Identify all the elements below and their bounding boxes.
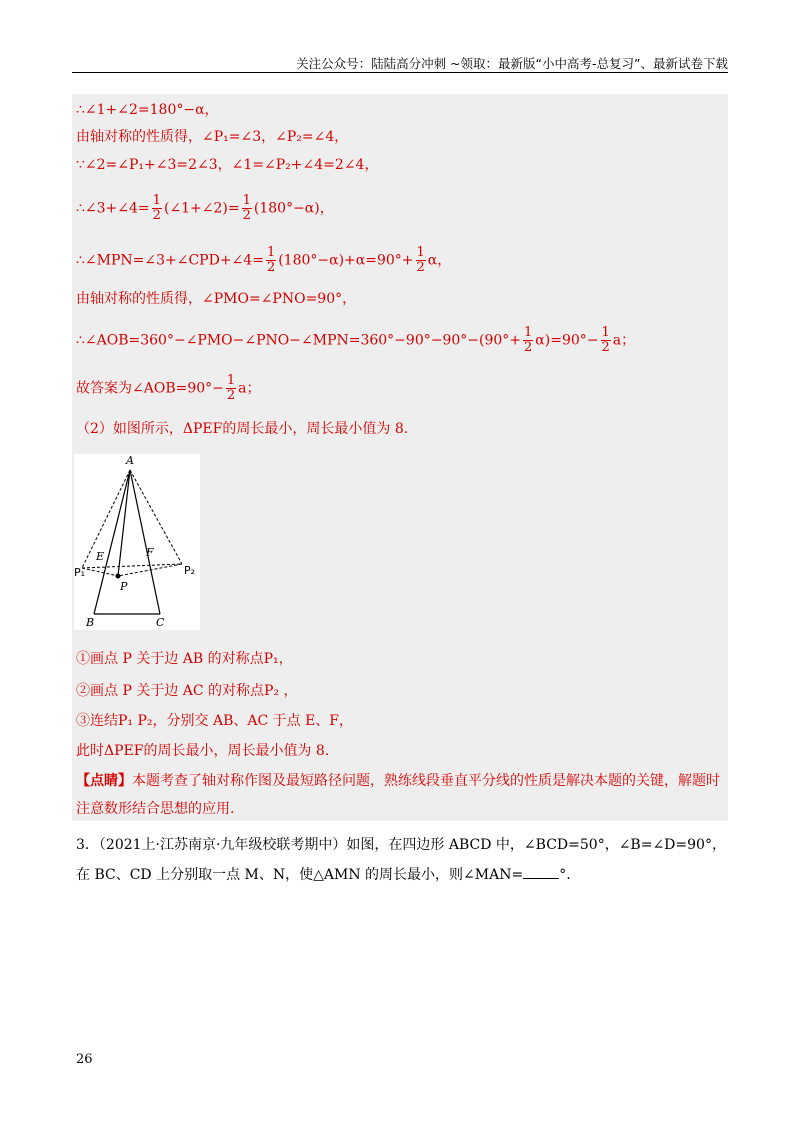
frac-num: 1 bbox=[242, 193, 251, 208]
label-e: E bbox=[96, 550, 105, 563]
solution-line-4 bbox=[76, 194, 334, 223]
label-f: F bbox=[146, 546, 154, 559]
fraction-half bbox=[242, 194, 252, 223]
segment-ap2 bbox=[130, 470, 182, 564]
comment-line-1 bbox=[76, 772, 720, 790]
label-p: P bbox=[120, 580, 128, 593]
triangle-figure bbox=[74, 454, 200, 630]
fraction-half bbox=[523, 326, 533, 355]
fraction-half bbox=[266, 246, 276, 275]
frac-den: 2 bbox=[152, 208, 161, 223]
l7-post: a； bbox=[612, 332, 636, 349]
l5-post: α， bbox=[427, 252, 452, 269]
comment-tag: 【点睛】 bbox=[76, 773, 132, 789]
solution-line-8 bbox=[76, 374, 261, 403]
step-1: ①画点 P 关于边 AB 的对称点P₁， bbox=[76, 651, 293, 667]
comment-body: 本题考查了轴对称作图及最短路径问题，熟练线段垂直平分线的性质是解决本题的关键，解题时 bbox=[132, 773, 720, 789]
frac-num: 1 bbox=[416, 245, 425, 260]
label-b: B bbox=[86, 616, 95, 629]
frac-num: 1 bbox=[152, 193, 161, 208]
frac-den: 2 bbox=[416, 260, 425, 275]
page-header: 关注公众号：陆陆高分冲刺 ~领取：最新版“小中高考-总复习”、最新试卷下载 bbox=[296, 56, 728, 71]
solution-line-6: 由轴对称的性质得，∠PMO=∠PNO=90°， bbox=[76, 291, 357, 307]
l8-post: a； bbox=[238, 380, 261, 397]
l7-pre: ∴∠AOB=360°−∠PMO−∠PNO−∠MPN=360°−90°−90°−(90°+ bbox=[76, 332, 522, 349]
label-a: A bbox=[126, 454, 134, 467]
step-3: ③连结P₁ P₂，分别交 AB、AC 于点 E、F， bbox=[76, 713, 354, 729]
frac-num: 1 bbox=[266, 245, 276, 260]
fraction-half bbox=[226, 374, 236, 403]
solution-line-2: 由轴对称的性质得，∠P₁=∠3，∠P₂=∠4， bbox=[76, 129, 349, 145]
label-p1: P₁ bbox=[74, 566, 86, 579]
solution-line-9: （2）如图所示，ΔPEF的周长最小，周长最小值为 8. bbox=[76, 421, 409, 437]
step-2: ②画点 P 关于边 AC 的对称点P₂ ， bbox=[76, 683, 298, 699]
frac-den: 2 bbox=[601, 340, 610, 355]
triangle-diagram bbox=[74, 454, 200, 630]
fraction-half bbox=[601, 326, 611, 355]
l4-mid: (∠1+∠2)= bbox=[163, 200, 240, 217]
frac-num: 1 bbox=[226, 373, 236, 388]
q3-suffix: °. bbox=[559, 867, 571, 883]
segment-ap bbox=[118, 470, 130, 576]
l5-pre: ∴∠MPN=∠3+∠CPD+∠4= bbox=[76, 252, 264, 269]
solution-line-3: ∵∠2=∠P₁+∠3=2∠3，∠1=∠P₂+∠4=2∠4， bbox=[76, 157, 379, 173]
l4-post: (180°−α)， bbox=[253, 200, 334, 217]
label-p2: P₂ bbox=[184, 564, 196, 577]
header-divider bbox=[72, 72, 728, 73]
question-3-line-2 bbox=[76, 864, 571, 884]
edge-ac bbox=[130, 470, 160, 614]
point-p bbox=[116, 574, 121, 579]
fraction-half bbox=[152, 194, 162, 223]
step-4: 此时ΔPEF的周长最小，周长最小值为 8. bbox=[76, 743, 330, 759]
answer-blank[interactable] bbox=[523, 866, 559, 879]
frac-den: 2 bbox=[242, 208, 251, 223]
label-c: C bbox=[156, 616, 165, 629]
segment-p1p bbox=[82, 568, 118, 576]
question-3-line-1: 3．（2021上·江苏南京·九年级校联考期中）如图，在四边形 ABCD 中，∠BCD=50°，∠B=∠D=90°， bbox=[76, 837, 726, 853]
solution-line-1: ∴∠1+∠2=180°−α， bbox=[76, 102, 219, 118]
fraction-half bbox=[416, 246, 426, 275]
l5-mid: (180°−α)+α=90°+ bbox=[278, 252, 414, 269]
comment-line-2: 注意数形结合思想的应用. bbox=[76, 801, 235, 817]
frac-den: 2 bbox=[524, 340, 533, 355]
segment-ap1 bbox=[82, 470, 130, 568]
segment-p1p2 bbox=[82, 564, 182, 568]
solution-line-5 bbox=[76, 246, 451, 275]
l7-mid-b: 90°− bbox=[561, 332, 599, 349]
frac-num: 1 bbox=[524, 325, 533, 340]
page-number: 26 bbox=[76, 1052, 93, 1067]
frac-den: 2 bbox=[226, 388, 236, 403]
solution-line-7 bbox=[76, 326, 635, 355]
l7-mid-a: α) bbox=[535, 332, 551, 349]
frac-num: 1 bbox=[601, 325, 610, 340]
l8-pre: 故答案为∠AOB=90°− bbox=[76, 380, 224, 397]
frac-den: 2 bbox=[266, 260, 276, 275]
l7-eq: = bbox=[550, 332, 562, 349]
q3-text: 在 BC、CD 上分别取一点 M、N，使△AMN 的周长最小，则∠MAN= bbox=[76, 867, 524, 883]
l4-pre: ∴∠3+∠4= bbox=[76, 200, 150, 217]
